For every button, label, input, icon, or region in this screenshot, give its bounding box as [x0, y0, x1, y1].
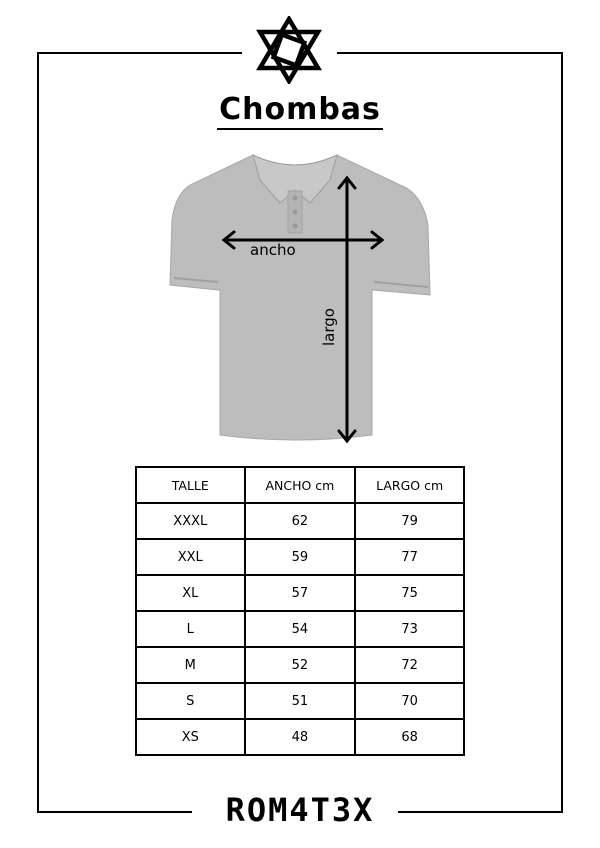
brand-wordmark: ROM4T3X — [225, 791, 375, 829]
width-cell: 52 — [245, 647, 356, 683]
table-row — [136, 683, 464, 719]
header-size: TALLE — [136, 467, 245, 503]
size-cell: S — [136, 683, 245, 719]
width-label: ancho — [250, 241, 296, 259]
length-cell: 70 — [355, 683, 464, 719]
table-row — [136, 611, 464, 647]
table-row — [136, 575, 464, 611]
shirt-button — [293, 210, 298, 215]
size-cell: M — [136, 647, 245, 683]
table-row — [136, 503, 464, 539]
length-cell: 68 — [355, 719, 464, 755]
size-cell: XL — [136, 575, 245, 611]
width-cell: 54 — [245, 611, 356, 647]
width-cell: 62 — [245, 503, 356, 539]
shirt-button — [293, 196, 298, 201]
width-cell: 51 — [245, 683, 356, 719]
table-row — [136, 719, 464, 755]
polo-shirt-illustration — [150, 145, 440, 450]
table-row — [136, 647, 464, 683]
length-cell: 75 — [355, 575, 464, 611]
size-cell: XXXL — [136, 503, 245, 539]
size-cell: XXL — [136, 539, 245, 575]
length-cell: 77 — [355, 539, 464, 575]
size-cell: L — [136, 611, 245, 647]
shirt-button — [293, 224, 298, 229]
header-length: LARGO cm — [355, 467, 464, 503]
width-cell: 57 — [245, 575, 356, 611]
page-title-text: Chombas — [217, 92, 383, 130]
length-cell: 72 — [355, 647, 464, 683]
frame-right — [561, 52, 563, 813]
length-label: largo — [319, 308, 338, 346]
size-cell: XS — [136, 719, 245, 755]
size-table — [135, 466, 465, 756]
table-row — [136, 539, 464, 575]
length-cell: 73 — [355, 611, 464, 647]
page-title — [0, 92, 600, 127]
frame-top-left — [37, 52, 242, 54]
frame-left — [37, 52, 39, 813]
frame-top-right — [337, 52, 563, 54]
geometric-star-logo-icon — [252, 16, 326, 84]
table-header-row — [136, 467, 464, 503]
length-cell: 79 — [355, 503, 464, 539]
header-width: ANCHO cm — [245, 467, 356, 503]
width-cell: 48 — [245, 719, 356, 755]
width-cell: 59 — [245, 539, 356, 575]
